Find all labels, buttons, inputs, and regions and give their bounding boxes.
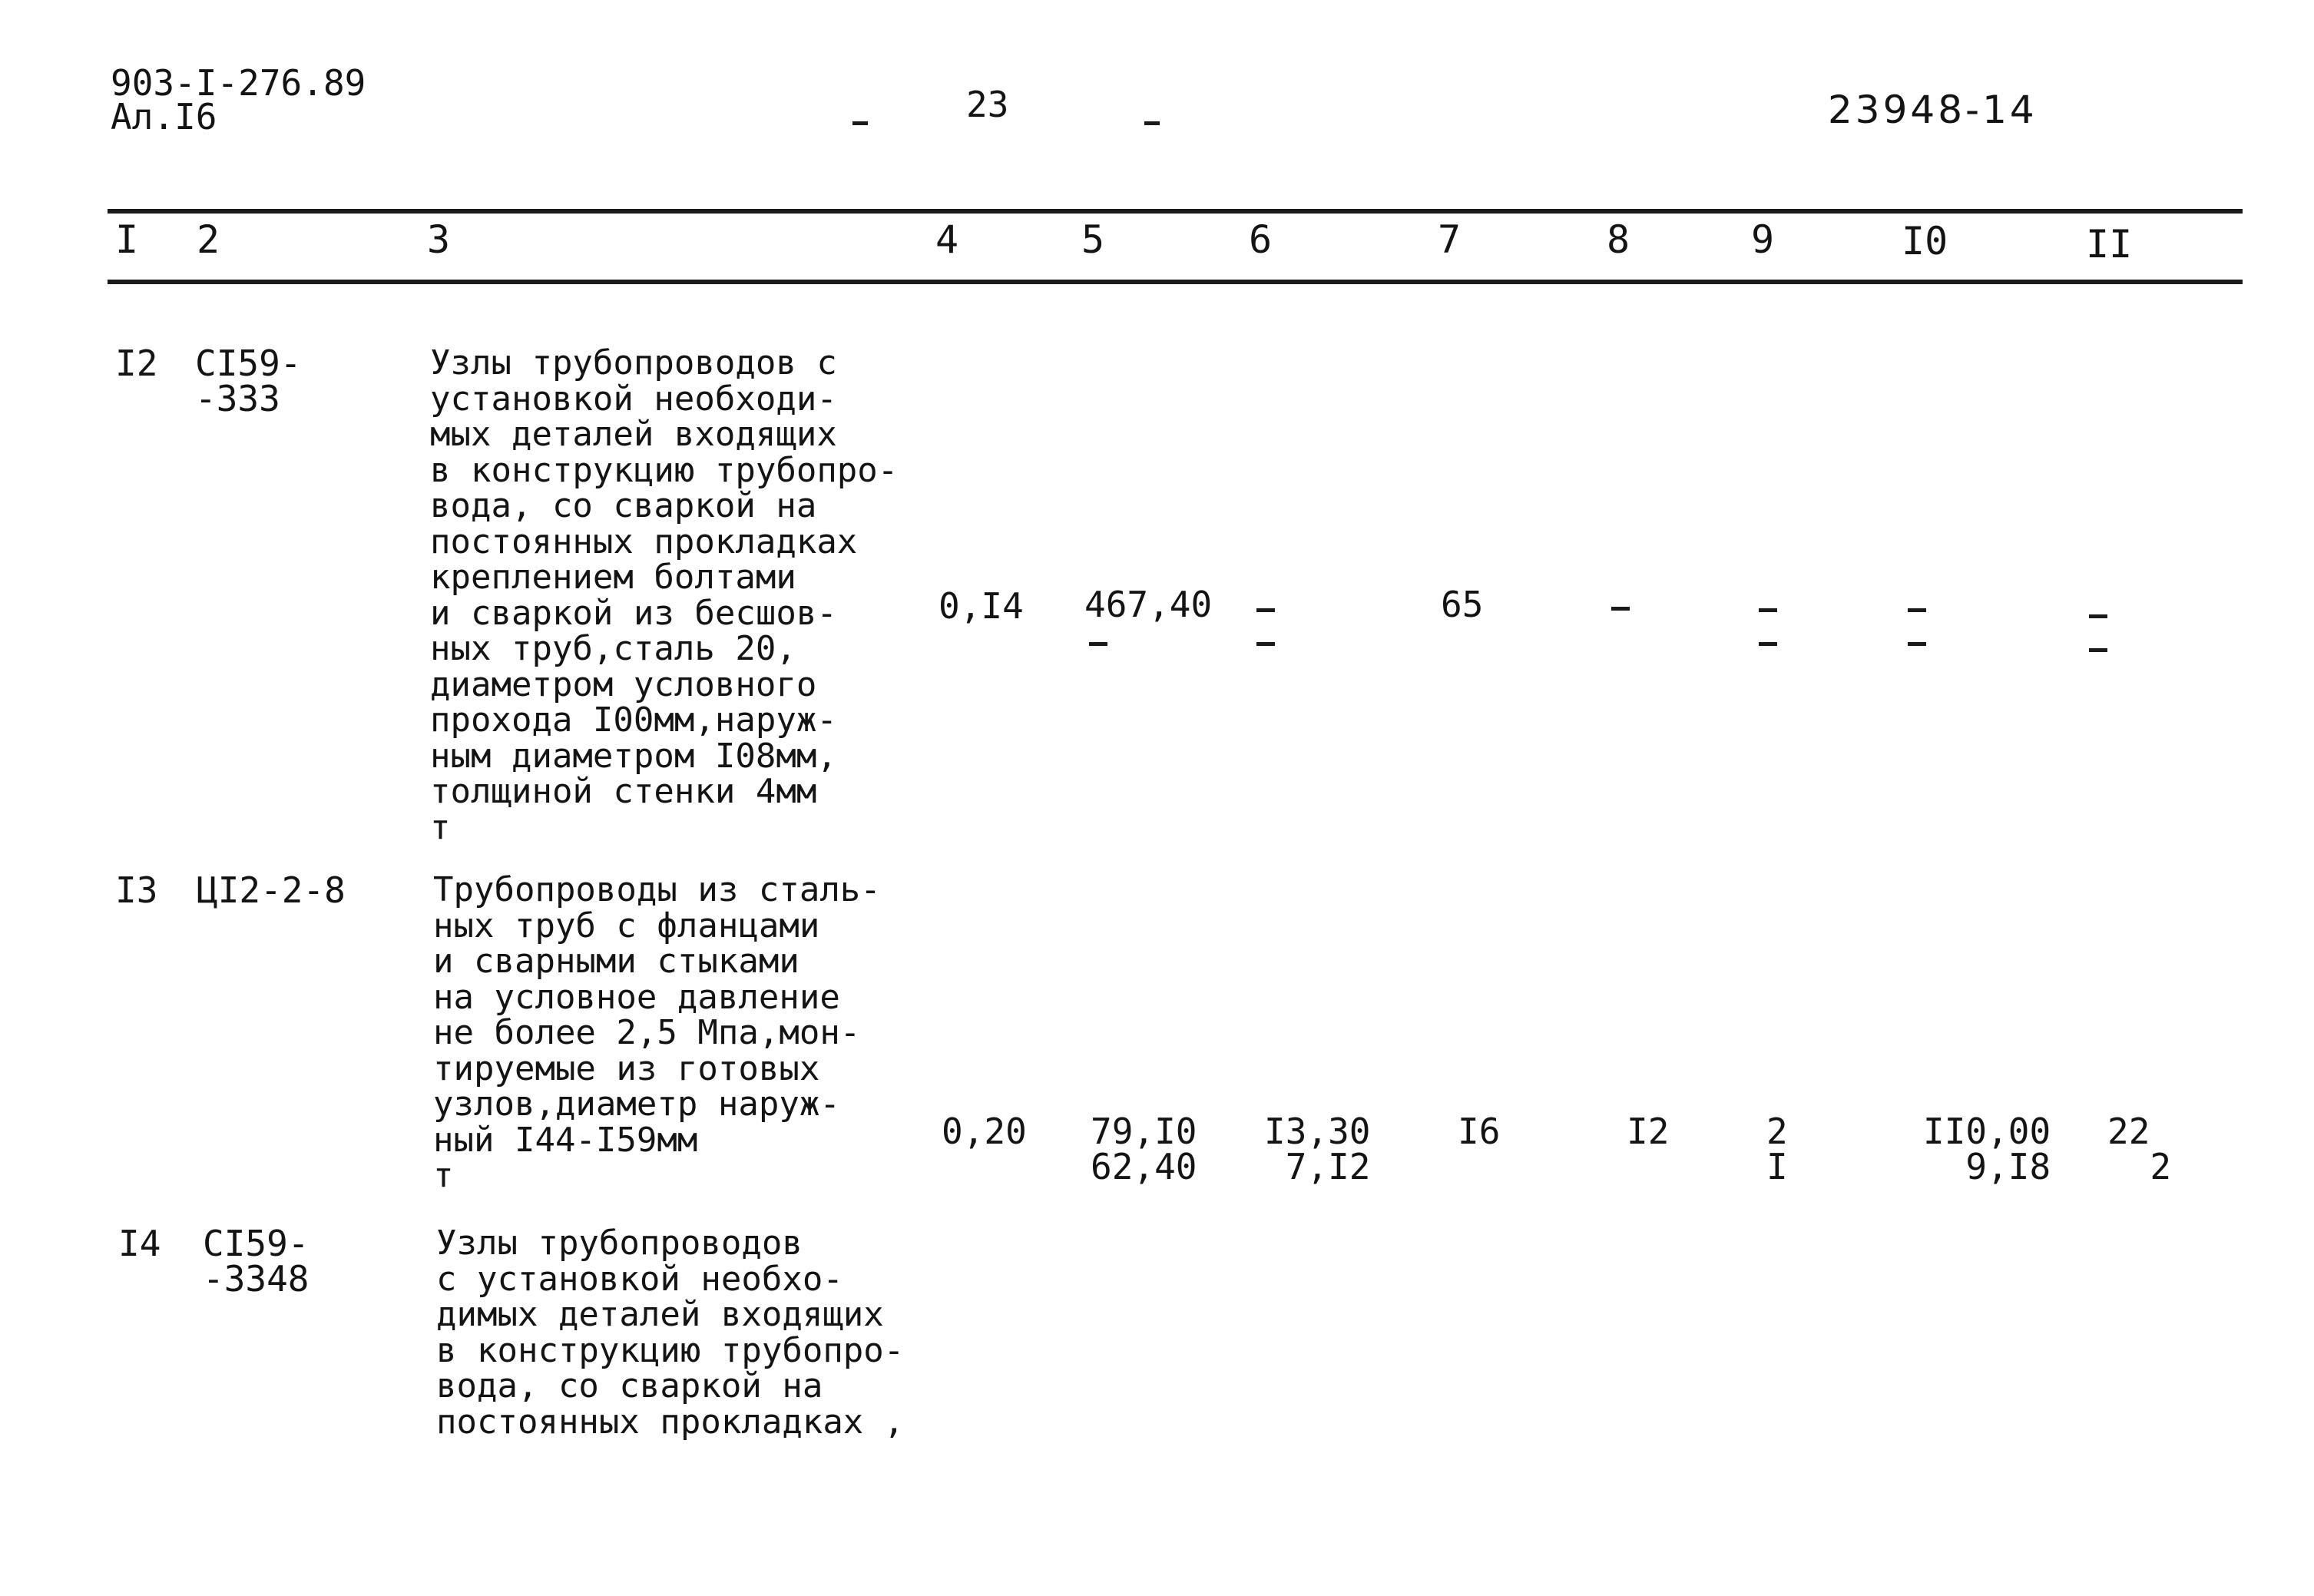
column-number: 3 xyxy=(427,217,451,262)
cell-col7: I6 xyxy=(1458,1111,1501,1152)
cell-col10: II0,00 9,I8 xyxy=(1923,1111,2051,1187)
empty-cell-dash xyxy=(2089,614,2107,618)
page-number: 23 xyxy=(966,84,1009,125)
column-number: 6 xyxy=(1249,217,1273,262)
resource-code: ЦI2-2-8 xyxy=(197,869,346,911)
resource-code: CI59- -3348 xyxy=(203,1223,310,1300)
empty-cell-dash xyxy=(1089,642,1107,646)
column-number: 2 xyxy=(197,217,220,262)
column-number: 8 xyxy=(1607,217,1630,262)
column-number: 4 xyxy=(935,217,959,262)
page-number-dash-left xyxy=(852,121,868,125)
row-number: I2 xyxy=(115,343,158,384)
cell-col8: I2 xyxy=(1627,1111,1670,1152)
empty-cell-dash xyxy=(1908,642,1926,646)
item-description: Узлы трубопроводов с установкой необхо- димых деталей входящих в конструкцию трубопро- вода, со сваркой на постоянных прокладках , xyxy=(436,1223,905,1442)
column-number: II xyxy=(2086,222,2133,267)
empty-cell-dash xyxy=(1256,642,1275,646)
row-number: I4 xyxy=(118,1223,161,1264)
document-code: 903-I-276.89 xyxy=(111,62,366,104)
empty-cell-dash xyxy=(1256,608,1275,612)
empty-cell-dash xyxy=(1611,607,1630,611)
row-number: I3 xyxy=(115,869,158,911)
inventory-number: 23948-14 xyxy=(1828,88,2038,132)
cell-col5: 467,40 xyxy=(1084,584,1213,625)
sheet-label: Ал.I6 xyxy=(111,96,217,137)
empty-cell-dash xyxy=(2089,648,2107,652)
item-description: Узлы трубопроводов с установкой необходи- мых деталей входящих в конструкцию трубопро- вода, со сваркой на постоянных прокладках креплением болтами и сваркой из бесшов- ных труб,сталь 20, диаметром условного прохода I00мм,наруж- ным диаметром I08мм, толщиной стенки 4мм т xyxy=(430,343,899,847)
cell-col11: 22 2 xyxy=(2107,1111,2172,1187)
cell-col6: I3,30 7,I2 xyxy=(1264,1111,1371,1187)
cell-col4: 0,20 xyxy=(942,1111,1027,1152)
column-number: 5 xyxy=(1081,217,1105,262)
cell-col7: 65 xyxy=(1441,584,1484,625)
empty-cell-dash xyxy=(1908,608,1926,612)
column-number: I xyxy=(115,217,139,262)
item-description: Трубопроводы из сталь- ных труб с фланцами и сварными стыками на условное давление не более 2,5 Мпа,мон- тируемые из готовых узлов,диаметр наруж- ный I44-I59мм т xyxy=(433,870,881,1195)
resource-code: CI59- -333 xyxy=(195,343,302,419)
empty-cell-dash xyxy=(1759,642,1777,646)
table-header-bottom-rule xyxy=(108,280,2243,284)
column-number: I0 xyxy=(1902,219,1948,263)
page-number-dash-right xyxy=(1144,121,1160,125)
cell-col9: 2 I xyxy=(1766,1111,1788,1187)
column-number: 7 xyxy=(1438,217,1462,262)
cell-col5: 79,I0 62,40 xyxy=(1091,1111,1197,1187)
cell-col4: 0,I4 xyxy=(939,585,1024,627)
column-number: 9 xyxy=(1751,217,1775,262)
empty-cell-dash xyxy=(1759,608,1777,612)
table-top-rule xyxy=(108,209,2243,214)
